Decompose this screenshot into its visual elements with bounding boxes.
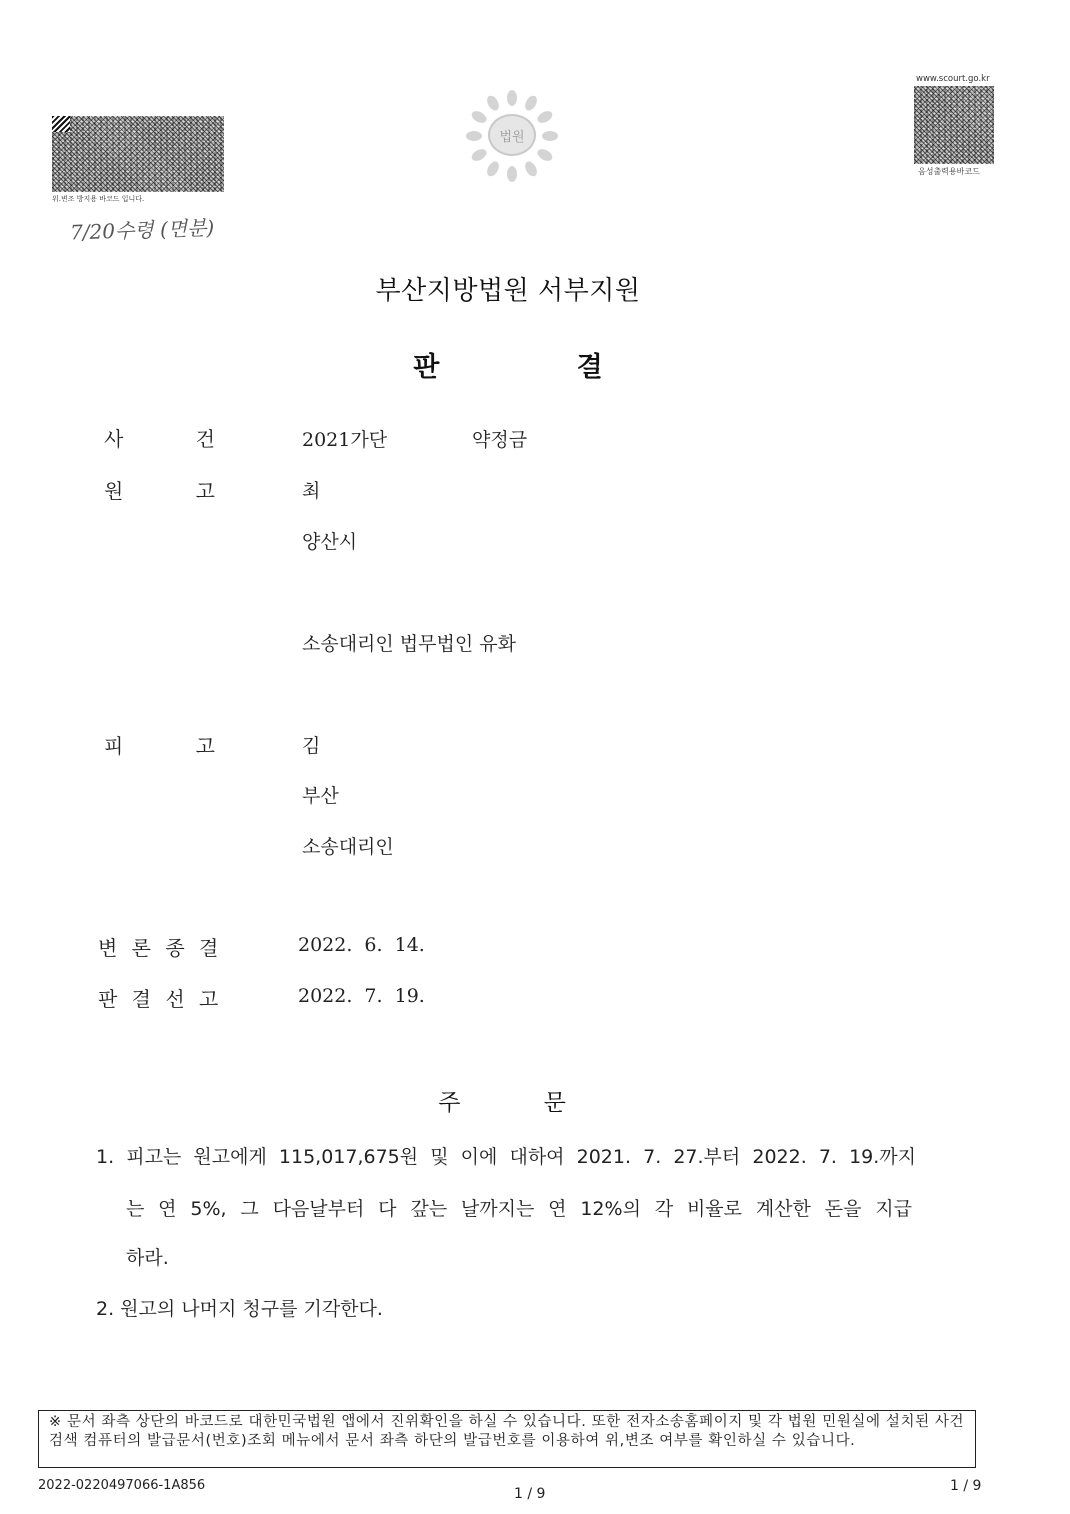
court-seal-emblem	[462, 86, 562, 186]
page-number-center: 1 / 9	[514, 1486, 546, 1502]
anti-forgery-barcode	[52, 116, 224, 192]
order-item-1-line-1: 1. 피고는 원고에게 115,017,675원 및 이에 대하여 2021. 7. 27.부터 2022. 7. 19.까지	[96, 1146, 916, 1168]
defendant-attorney: 소송대리인	[302, 836, 394, 858]
barcode-caption: 위.변조 방지용 바코드 입니다.	[52, 195, 145, 203]
sentence-date: 2022. 7. 19.	[298, 985, 425, 1007]
sentence-label: 판 결 선 고	[98, 987, 219, 1011]
order-item-1-line-2: 는 연 5%, 그 다음날부터 다 갚는 날까지는 연 12%의 각 비율로 계산한 돈을 지급	[126, 1198, 912, 1220]
closing-date: 2022. 6. 14.	[298, 934, 425, 956]
voice-output-qr-code	[914, 86, 994, 164]
qr-url: www.scourt.go.kr	[916, 74, 990, 84]
order-item-1-line-3: 하라.	[126, 1247, 169, 1269]
case-subject: 약정금	[472, 429, 528, 451]
document-title: 판 결	[413, 352, 603, 383]
case-number: 2021가단	[302, 429, 388, 451]
defendant-label: 피 고	[104, 734, 215, 758]
order-item-2: 2. 원고의 나머지 청구를 기각한다.	[96, 1298, 383, 1320]
case-label: 사 건	[104, 427, 215, 451]
qr-caption: 음성출력용바코드	[918, 167, 980, 176]
barcode-corner-mark	[52, 116, 70, 132]
handwritten-note: 7/20수령 (면분)	[69, 215, 215, 245]
page-number-right: 1 / 9	[950, 1478, 982, 1494]
order-heading: 주 문	[438, 1090, 566, 1116]
defendant-name: 김	[302, 735, 321, 757]
issue-number: 2022-0220497066-1A856	[38, 1478, 206, 1493]
plaintiff-label: 원 고	[104, 479, 215, 503]
plaintiff-name: 최	[302, 480, 321, 502]
court-name: 부산지방법원 서부지원	[375, 276, 641, 306]
seal-center	[488, 114, 536, 156]
defendant-address: 부산	[302, 785, 339, 807]
closing-label: 변 론 종 결	[98, 936, 219, 960]
plaintiff-address: 양산시	[302, 531, 358, 553]
verification-notice: ※ 문서 좌측 상단의 바코드로 대한민국법원 앱에서 진위확인을 하실 수 있습니다. 또한 전자소송홈페이지 및 각 법원 민원실에 설치된 사건검색 컴퓨터의 발급문서(번호)조회 메뉴에서 문서 좌측 하단의 발급번호를 이용하여 위,변조 여부를 확인하실 수 있습니다.	[38, 1410, 976, 1468]
seal-text: 법원	[499, 129, 525, 145]
plaintiff-attorney: 소송대리인 법무법인 유화	[302, 633, 516, 655]
